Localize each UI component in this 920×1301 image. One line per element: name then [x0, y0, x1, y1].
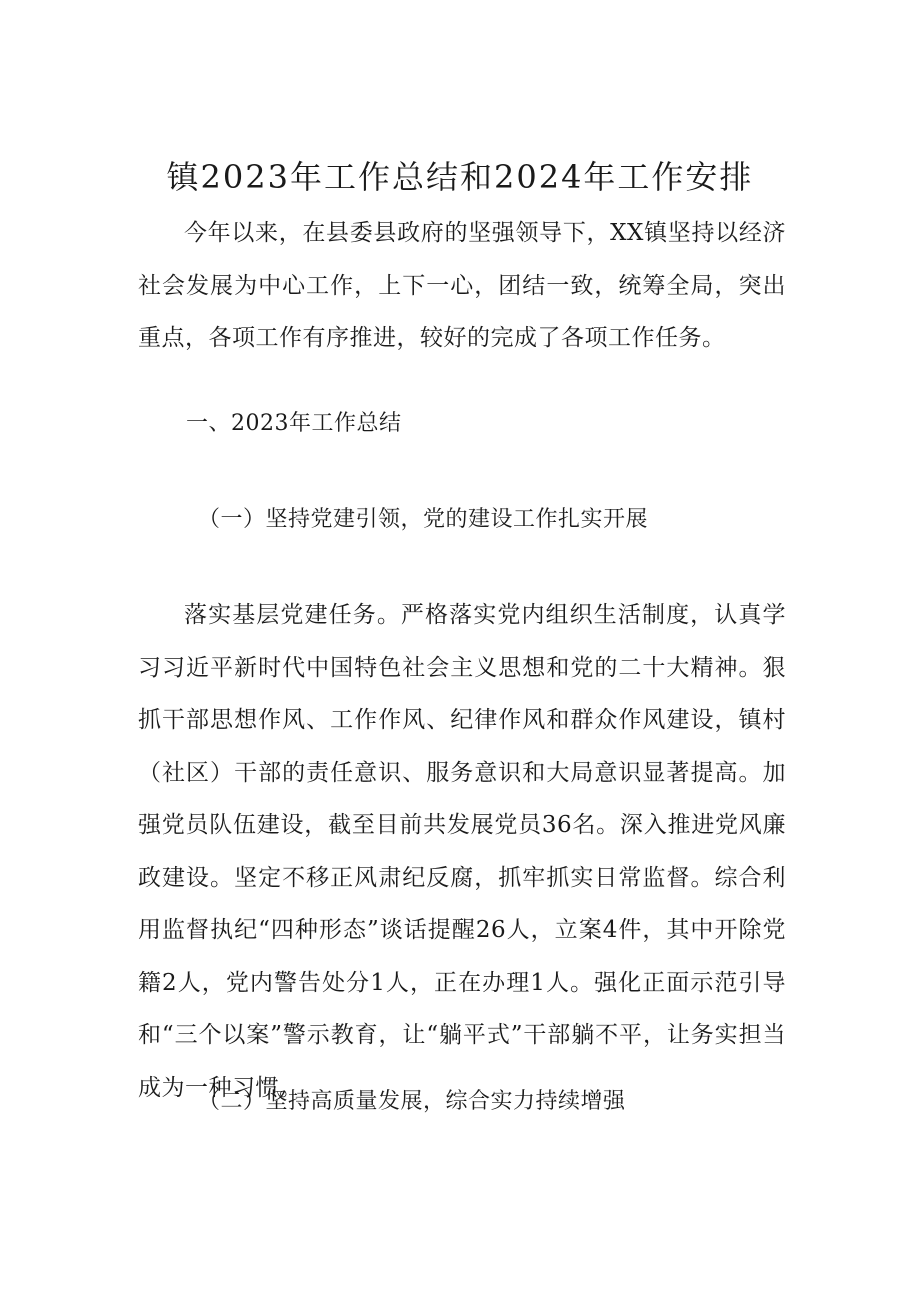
section-heading-2023-summary: 一、2023年工作总结 — [186, 411, 402, 436]
party-building-paragraph: 落实基层党建任务。严格落实党内组织生活制度，认真学习习近平新时代中国特色社会主义思想和党的二十大精神。狠抓干部思想作风、工作作风、纪律作风和群众作风建设，镇村（社区）干部的责任意识、服务意识和大局意识显著提高。加强党员队伍建设，截至目前共发展党员36名。深入推进党风廉政建设。坚定不移正风肃纪反腐，抓牢抓实日常监督。综合利用监督执纪“四种形态”谈话提醒26人，立案4件，其中开除党籍2人，党内警告处分1人，正在办理1人。强化正面示范引导和“三个以案”警示教育，让“躺平式”干部躺不平，让务实担当成为一种习惯。 — [138, 602, 786, 1101]
subsection-heading-party-building: （一）坚持党建引领，党的建设工作扎实开展 — [198, 507, 649, 532]
intro-paragraph: 今年以来，在县委县政府的坚强领导下，XX镇坚持以经济社会发展为中心工作，上下一心，团结一致，统筹全局，突出重点，各项工作有序推进，较好的完成了各项工作任务。 — [138, 220, 786, 351]
document-title: 镇2023年工作总结和2024年工作安排 — [166, 158, 754, 197]
subsection-heading-high-quality-development: （二）坚持高质量发展，综合实力持续增强 — [198, 1089, 626, 1114]
